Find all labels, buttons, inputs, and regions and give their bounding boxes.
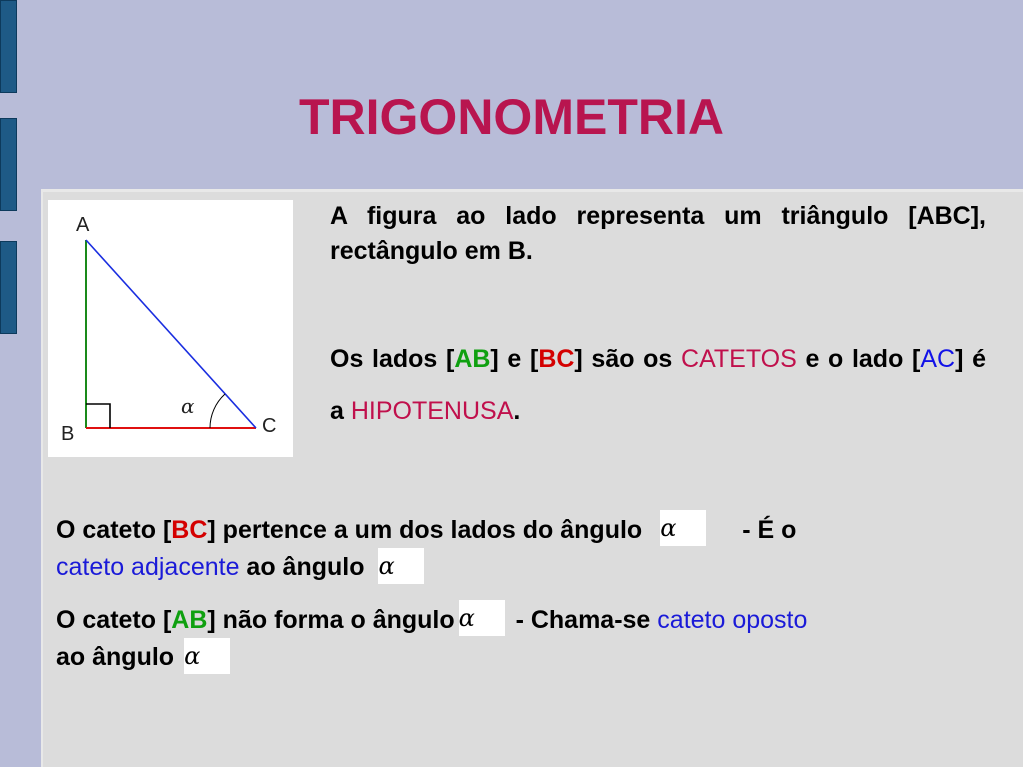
opposite-text-4: ao ângulo <box>56 643 175 672</box>
side-ac-term: AC <box>920 345 956 373</box>
triangle-figure <box>48 200 293 457</box>
catetos-term: CATETOS <box>681 345 797 373</box>
adjacent-bc-term: BC <box>171 516 208 544</box>
triangle-diagram <box>48 200 293 457</box>
side-ab-term: AB <box>454 345 491 373</box>
side-bc-term: BC <box>538 345 575 373</box>
side-ac <box>86 240 256 428</box>
side-bar-bottom <box>0 241 17 334</box>
opposite-text-3: - Chama-se <box>508 606 658 634</box>
right-angle-mark <box>86 404 110 428</box>
side-bar-top <box>0 0 17 93</box>
opposite-text-1: O cateto [ <box>56 606 172 634</box>
sides-text-6: . <box>513 397 521 425</box>
alpha-symbol-3: α <box>459 600 505 636</box>
opposite-ab-term: AB <box>171 606 208 634</box>
cateto-oposto-term: cateto oposto <box>657 606 808 634</box>
sides-paragraph <box>330 333 986 437</box>
vertex-a-label: A <box>76 214 90 236</box>
adjacent-text-1: O cateto [ <box>56 516 172 544</box>
vertex-b-label: B <box>61 423 75 445</box>
sides-text-1: Os lados [ <box>330 345 455 373</box>
adjacent-paragraph <box>56 512 986 587</box>
sides-text-5: ] é a <box>330 345 986 425</box>
alpha-label: α <box>181 394 195 418</box>
adjacent-text-2: ] pertence a um dos lados do ângulo <box>207 516 643 544</box>
sides-text-4: e o lado [ <box>796 345 921 373</box>
hipotenusa-term: HIPOTENUSA <box>350 397 514 425</box>
opposite-text-2: ] não forma o ângulo <box>207 606 455 634</box>
page-title: TRIGONOMETRIA <box>299 89 724 145</box>
adjacent-text-3: - É o <box>742 516 797 544</box>
cateto-adjacente-term: cateto adjacente <box>56 553 240 582</box>
alpha-symbol-1: α <box>660 510 706 546</box>
alpha-symbol-4: α <box>184 638 230 674</box>
sides-text-2: ] e [ <box>490 345 539 373</box>
angle-arc <box>210 394 225 428</box>
intro-paragraph <box>330 199 986 269</box>
sides-text-3: ] são os <box>574 345 682 373</box>
alpha-symbol-2: α <box>378 548 424 584</box>
adjacent-text-4: ao ângulo <box>239 553 365 582</box>
vertex-c-label: C <box>262 415 277 437</box>
opposite-paragraph <box>56 602 986 677</box>
intro-text: A figura ao lado representa um triângulo [ABC], rectângulo em B. <box>330 202 986 265</box>
